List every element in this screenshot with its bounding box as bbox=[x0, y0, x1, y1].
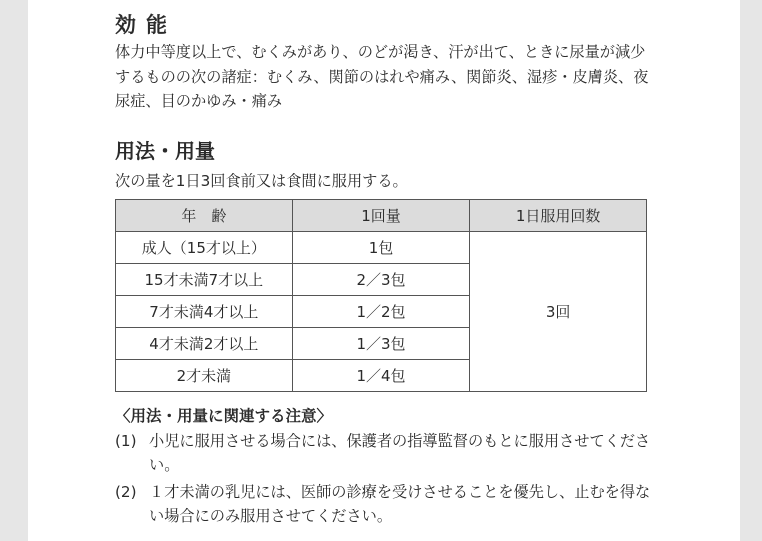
age-cell: 4才未満2才以上 bbox=[116, 328, 293, 360]
header-age: 年 齢 bbox=[116, 200, 293, 232]
effects-heading: 効能 bbox=[115, 13, 177, 37]
header-dose: 1回量 bbox=[292, 200, 470, 232]
dose-cell: 1包 bbox=[292, 232, 470, 264]
header-daily-times: 1日服用回数 bbox=[470, 200, 647, 232]
usage-heading: 用法・用量 bbox=[115, 139, 215, 163]
note-text: １才未満の乳児には、医師の診療を受けさせることを優先し、止むを得ない場合にのみ服用させてください。 bbox=[149, 483, 651, 525]
effects-text: 体力中等度以上で、むくみがあり、のどが渇き、汗が出て、ときに尿量が減少するものの次の諸症：むくみ、関節のはれや痛み、関節炎、湿疹・皮膚炎、夜尿症、目のかゆみ・痛み bbox=[115, 43, 649, 110]
dose-cell: 1／2包 bbox=[292, 296, 470, 328]
dose-cell: 1／3包 bbox=[292, 328, 470, 360]
note-number: (1) bbox=[115, 432, 137, 450]
note-number: (2) bbox=[115, 483, 137, 501]
notes-heading: 〈用法・用量に関連する注意〉 bbox=[115, 407, 333, 425]
age-cell: 2才未満 bbox=[116, 360, 293, 392]
document-page bbox=[28, 0, 740, 541]
usage-intro: 次の量を1日3回食前又は食間に服用する。 bbox=[115, 172, 408, 190]
dose-cell: 1／4包 bbox=[292, 360, 470, 392]
table-row bbox=[116, 232, 647, 264]
dose-cell: 2／3包 bbox=[292, 264, 470, 296]
dosage-table bbox=[115, 199, 647, 392]
table-header-row bbox=[116, 200, 647, 232]
list-item bbox=[115, 429, 660, 477]
age-cell: 7才未満4才以上 bbox=[116, 296, 293, 328]
age-cell: 15才未満7才以上 bbox=[116, 264, 293, 296]
notes-list bbox=[115, 429, 660, 531]
age-cell: 成人（15才以上） bbox=[116, 232, 293, 264]
daily-times-cell: 3回 bbox=[470, 232, 647, 392]
note-text: 小児に服用させる場合には、保護者の指導監督のもとに服用させてください。 bbox=[149, 432, 651, 474]
list-item bbox=[115, 480, 660, 528]
